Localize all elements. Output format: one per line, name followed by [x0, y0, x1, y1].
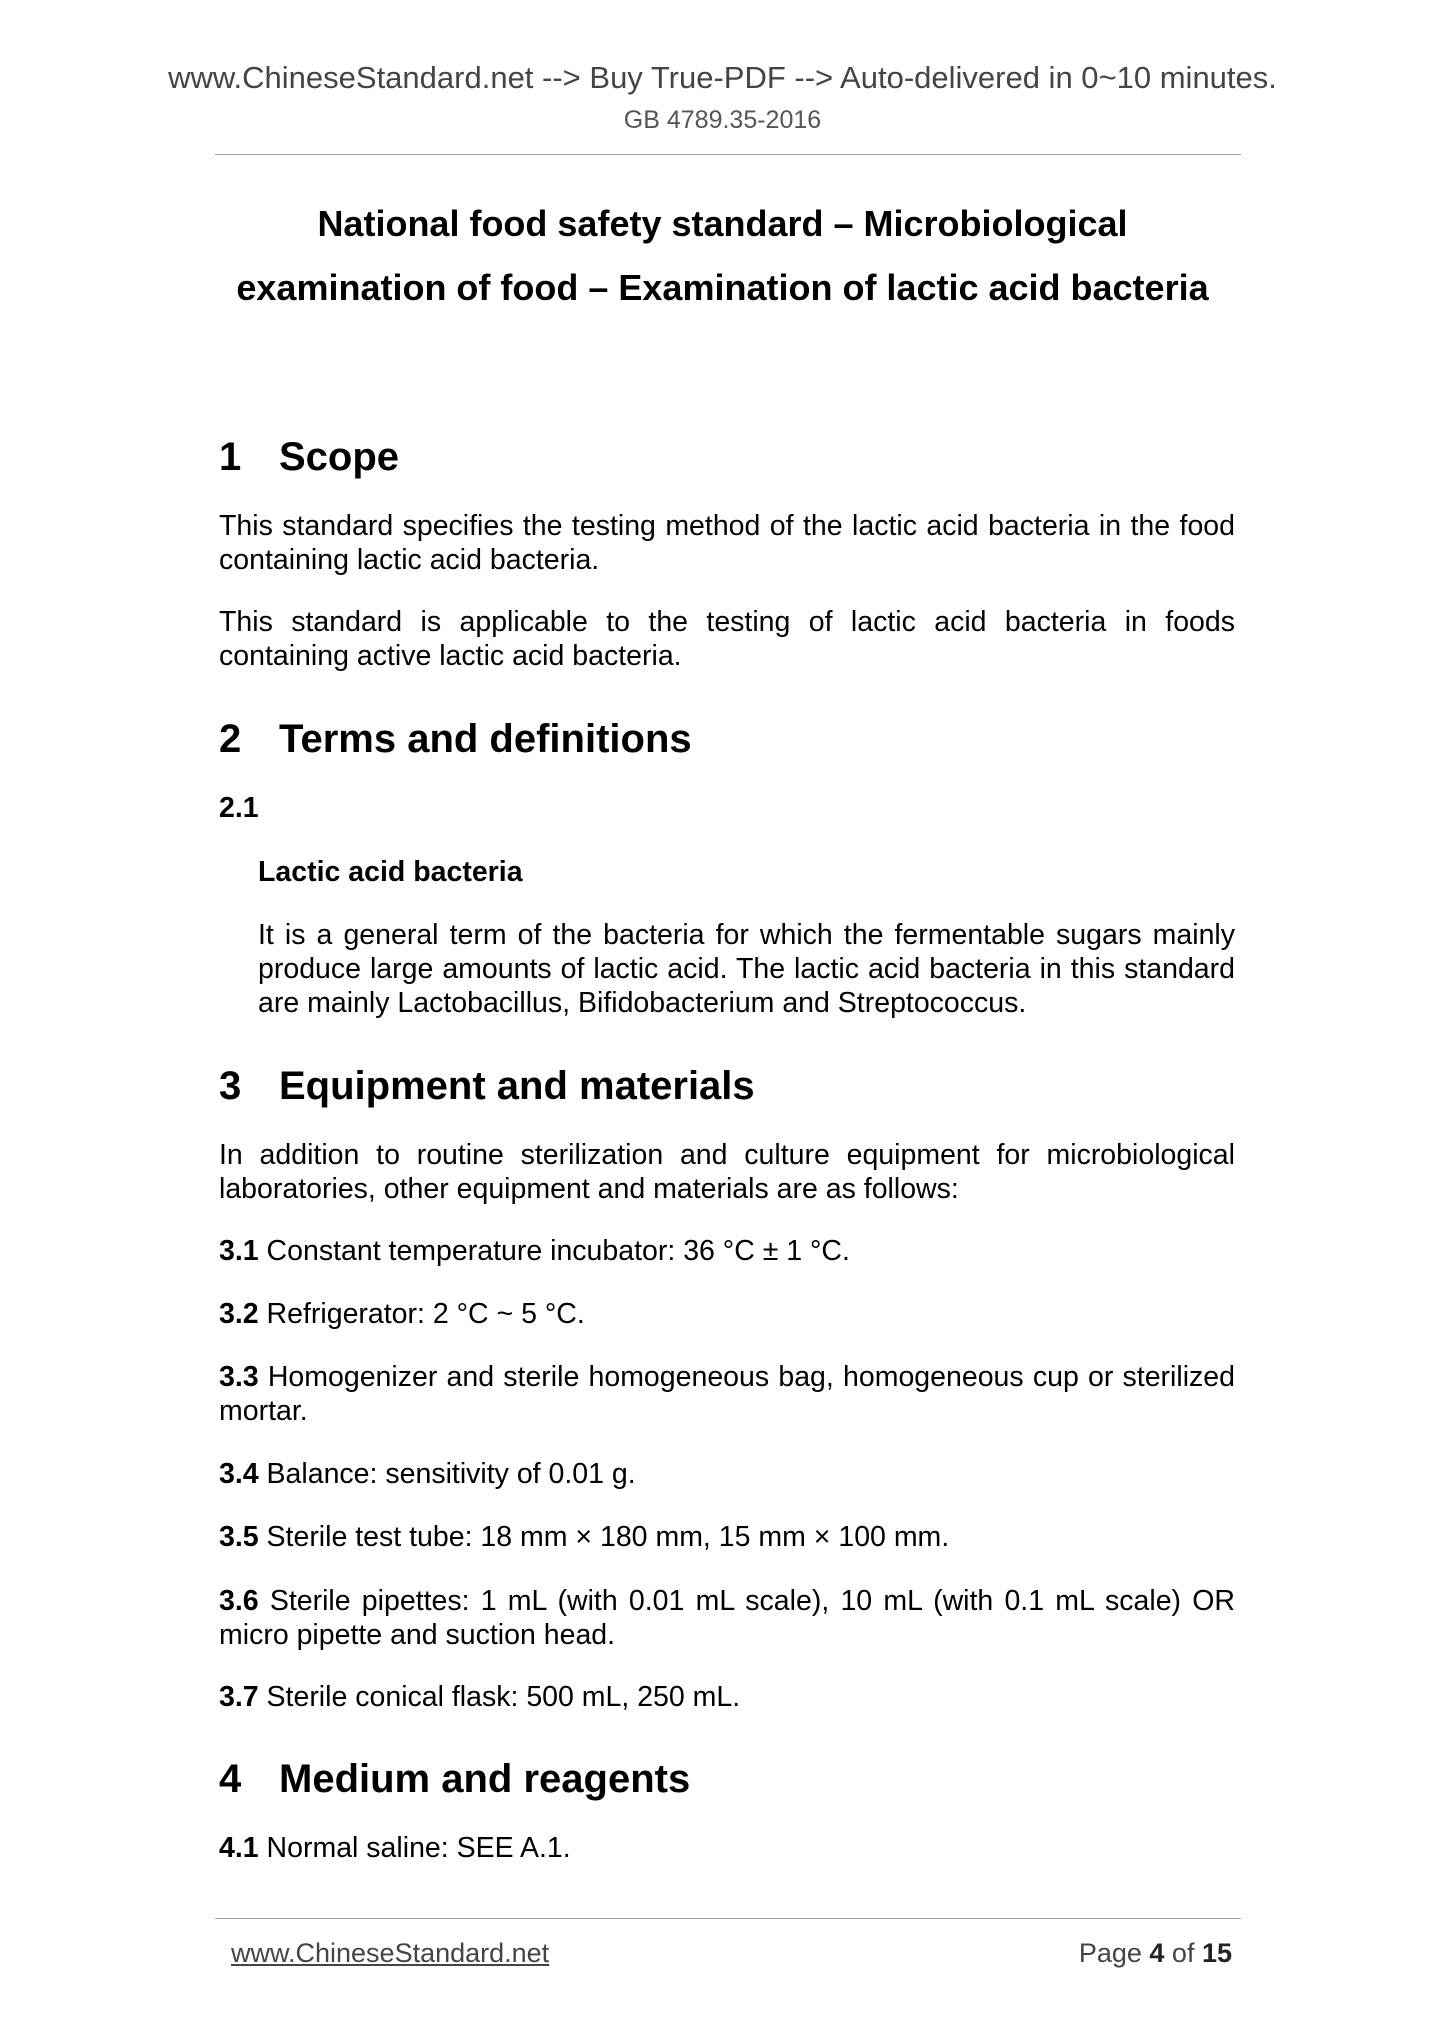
item-text: Refrigerator: 2 °C ~ 5 °C. [258, 1298, 585, 1330]
item-text: Sterile pipettes: 1 mL (with 0.01 mL scale), 10 mL (with 0.1 mL scale) OR micro pipette and suction head. [219, 1585, 1235, 1651]
document-title [180, 192, 1265, 320]
scope-paragraph-2: This standard is applicable to the testing of lactic acid bacteria in foods containing active lactic acid bacteria. [219, 606, 1235, 672]
item-text: Sterile conical flask: 500 mL, 250 mL. [258, 1681, 741, 1713]
title-line-2: examination of food – Examination of lactic acid bacteria [236, 267, 1209, 308]
equipment-item [219, 1234, 1235, 1268]
equipment-item [219, 1457, 1235, 1491]
item-text: Normal saline: SEE A.1. [258, 1832, 571, 1864]
item-number: 3.6 [219, 1585, 259, 1617]
header-divider [215, 154, 1241, 155]
standard-code: GB 4789.35-2016 [623, 106, 822, 134]
footer-divider [215, 1918, 1241, 1919]
item-number: 3.7 [219, 1681, 259, 1713]
item-text: Constant temperature incubator: 36 °C ± 1 °C. [258, 1235, 850, 1267]
item-number: 3.2 [219, 1298, 259, 1330]
section-title: Terms and definitions [279, 717, 692, 761]
page-current: 4 [1149, 1938, 1165, 1968]
equipment-intro: In addition to routine sterilization and culture equipment for microbiological laboratories, other equipment and materials are as follows: [219, 1139, 1235, 1205]
section-title: Scope [279, 435, 400, 479]
section-title: Equipment and materials [279, 1064, 755, 1108]
item-text: Balance: sensitivity of 0.01 g. [258, 1458, 636, 1490]
item-text: Sterile test tube: 18 mm × 180 mm, 15 mm × 100 mm. [258, 1521, 950, 1553]
item-number: 3.1 [219, 1235, 259, 1267]
scope-paragraph-1: This standard specifies the testing method of the lactic acid bacteria in the food containing lactic acid bacteria. [219, 510, 1235, 576]
reagent-item [219, 1831, 1235, 1865]
item-number: 3.5 [219, 1521, 259, 1553]
section-number: 1 [219, 435, 242, 479]
term-definition: It is a general term of the bacteria for which the fermentable sugars mainly produce large amounts of lactic acid. The lactic acid bacteria in this standard are mainly Lactobacillus, Bifidobacterium and Streptococcus. [258, 919, 1235, 1019]
equipment-item [219, 1584, 1235, 1652]
page-total: 15 [1201, 1938, 1232, 1968]
title-line-1: National food safety standard – Microbiological [317, 203, 1128, 244]
section-title: Medium and reagents [279, 1757, 691, 1801]
page-label: Page [1078, 1938, 1150, 1968]
equipment-item [219, 1680, 1235, 1714]
equipment-item [219, 1520, 1235, 1554]
equipment-item [219, 1360, 1235, 1428]
item-text: Homogenizer and sterile homogeneous bag, homogeneous cup or sterilized mortar. [219, 1361, 1235, 1427]
equipment-item [219, 1297, 1235, 1331]
page-of: of [1164, 1938, 1202, 1968]
section-number: 2 [219, 717, 242, 761]
item-number: 4.1 [219, 1832, 259, 1864]
section-1-heading [219, 432, 399, 482]
term-name: Lactic acid bacteria [258, 856, 523, 888]
section-2-heading [219, 714, 692, 764]
section-number: 3 [219, 1064, 242, 1108]
item-number: 3.3 [219, 1361, 259, 1393]
section-4-heading [219, 1754, 690, 1804]
site-banner[interactable]: www.ChineseStandard.net --> Buy True-PDF --> Auto-delivered in 0~10 minutes. [168, 60, 1277, 95]
item-number: 3.4 [219, 1458, 259, 1490]
section-number: 4 [219, 1757, 242, 1801]
subsection-number: 2.1 [219, 792, 259, 824]
footer-site-link[interactable]: www.ChineseStandard.net [231, 1938, 550, 1968]
section-3-heading [219, 1061, 755, 1111]
page-indicator [1079, 1936, 1232, 1970]
